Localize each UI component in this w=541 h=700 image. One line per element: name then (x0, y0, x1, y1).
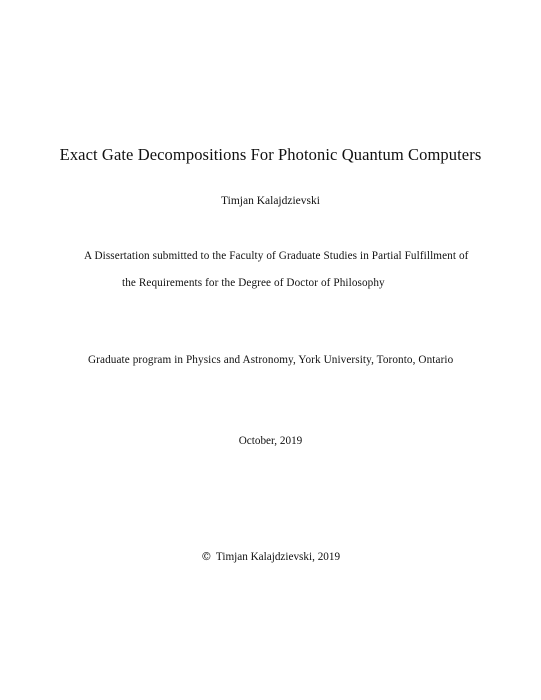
graduate-program: Graduate program in Physics and Astronomy, York University, Toronto, Ontario (88, 354, 454, 366)
dissertation-title: Exact Gate Decompositions For Photonic Quantum Computers (59, 145, 482, 164)
submission-date: October, 2019 (238, 435, 303, 447)
copyright-notice (0, 551, 541, 563)
copyright-icon: © (200, 550, 212, 563)
author-name: Timjan Kalajdzievski (221, 195, 320, 207)
submission-statement-line-1: A Dissertation submitted to the Faculty of Graduate Studies in Partial Fulfillment of (84, 250, 469, 262)
submission-statement-line-2: the Requirements for the Degree of Doctor of Philosophy (122, 277, 385, 289)
copyright-text: Timjan Kalajdzievski, 2019 (215, 551, 341, 563)
